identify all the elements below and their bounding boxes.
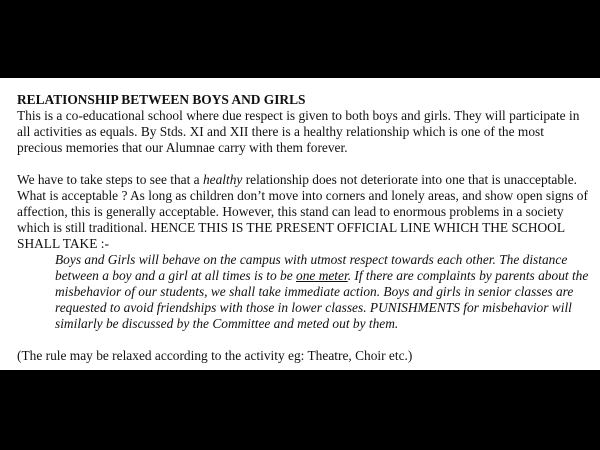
para2-text-end: relationship does not deteriorate into one that is unacceptable. What is acceptable ? As long as children don’t move into corners and lonely areas, and show open signs of affection, this is generally acceptable. However, this stand can lead to enormous problems in a society which is still traditional. HENCE THIS IS THE PRESENT OFFICIAL LINE WHICH THE SCHOOL SHALL TAKE :- bbox=[17, 172, 588, 251]
rule-text-start: Boys and Girls will behave on the campus with utmost respect towards each other. The distance between a boy and a girl at all times is to be bbox=[55, 252, 568, 283]
rule-text-end: . If there are complaints by parents about the misbehavior of our students, we shall take immediate action. Boys and girls in senior classes are requested to avoid friendships with those in lower classes. PUNISHMENTS for misbehavior will similarly be discussed by the Committee and meted out by them. bbox=[55, 268, 589, 331]
document-content bbox=[17, 92, 592, 364]
paragraph-spacer bbox=[17, 332, 592, 348]
official-rule-block bbox=[55, 252, 592, 332]
para2-italic-word: healthy bbox=[202, 172, 243, 187]
paragraph-co-education: This is a co-educational school where due respect is given to both boys and girls. They will participate in all activities as equals. By Stds. XI and XII there is a healthy relationship which is one of the most precious memories that our Alumnae carry with them forever. bbox=[17, 108, 580, 155]
document-page bbox=[0, 78, 600, 370]
paragraph-spacer bbox=[17, 156, 592, 172]
footnote-relaxation: (The rule may be relaxed according to the activity eg: Theatre, Choir etc.) bbox=[17, 348, 413, 363]
document-heading: RELATIONSHIP BETWEEN BOYS AND GIRLS bbox=[17, 92, 306, 107]
paragraph-healthy-relationship bbox=[17, 172, 592, 252]
para2-text-start: We have to take steps to see that a bbox=[17, 172, 203, 187]
rule-underlined-distance: one meter bbox=[296, 268, 348, 283]
